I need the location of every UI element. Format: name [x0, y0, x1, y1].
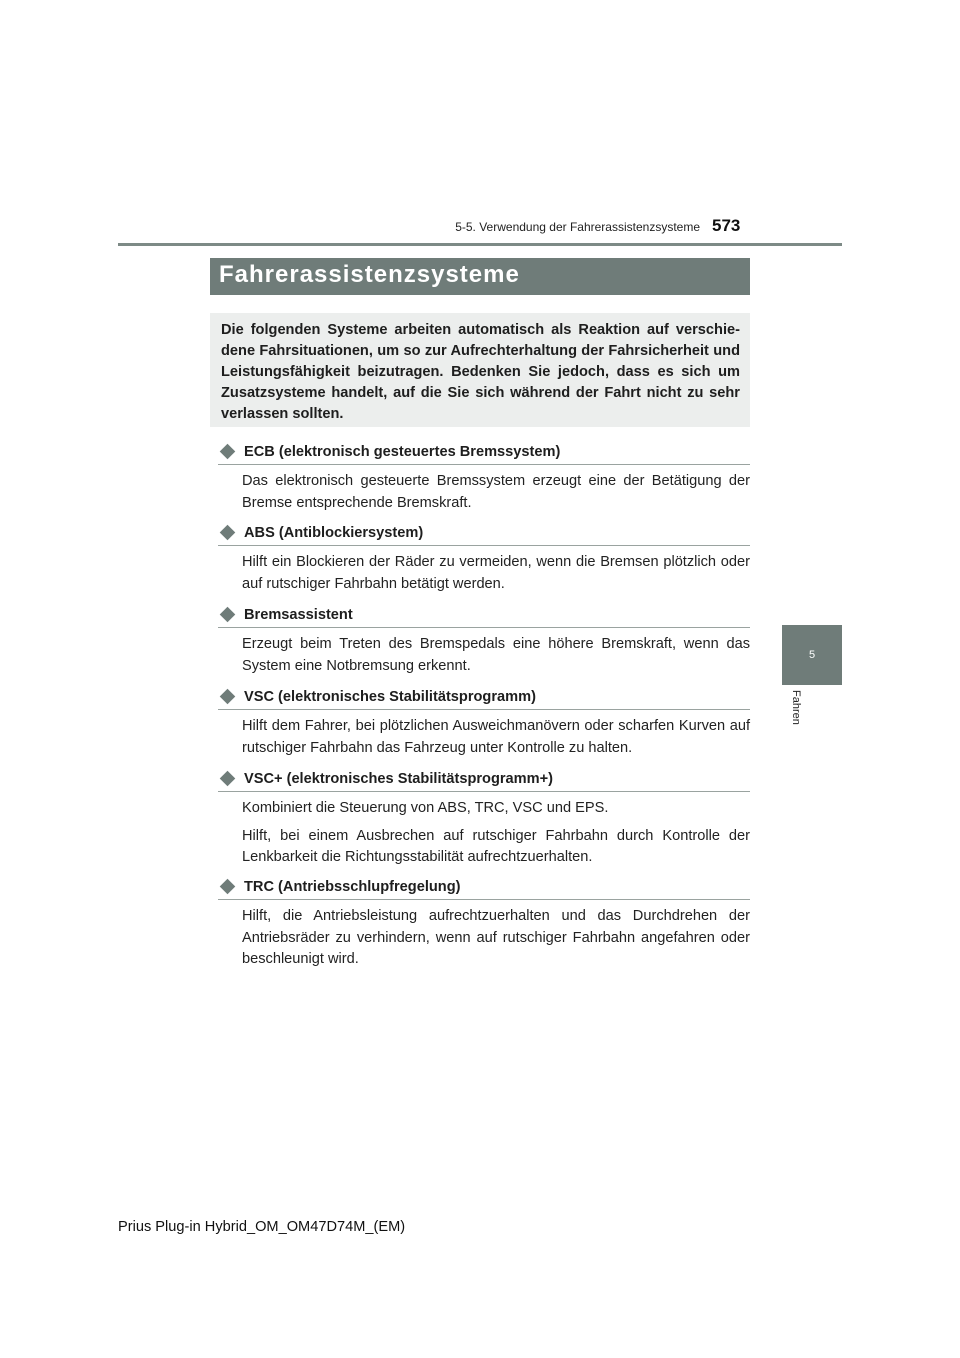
section-title: ECB (elektronisch gesteuertes Bremssystem) [244, 443, 561, 460]
section-paragraph: Hilft dem Fahrer, bei plötzlichen Ausweichmanövern oder scharfen Kurven auf rutschiger Fahrbahn das Fahrzeug unter Kontrolle zu halten. [242, 718, 750, 756]
diamond-bullet-icon [220, 771, 236, 787]
section-paragraph: Erzeugt beim Treten des Bremspedals eine höhere Bremskraft, wenn das System eine Notbremsung erkennt. [242, 636, 750, 674]
section-title: VSC+ (elektronisches Stabilitätsprogramm+) [244, 770, 553, 787]
section-vsc-plus [218, 768, 750, 875]
diamond-bullet-icon [220, 607, 236, 623]
section-title: VSC (elektronisches Stabilitätsprogramm) [244, 688, 536, 705]
section-title: TRC (Antriebsschlupfregelung) [244, 878, 461, 895]
chapter-label: Fahren [790, 690, 802, 725]
section-heading [218, 768, 750, 792]
intro-box: Die folgenden Systeme arbeiten automatisch als Reaktion auf verschie-dene Fahrsituationen, um so zur Aufrechterhaltung der Fahrsicherheit und Leistungsfähigkeit beizutragen. Bedenken Sie jedoch, dass es sich um Zusatzsysteme handelt, auf die Sie sich während der Fahrt nicht zu sehr verlassen sollten. [210, 313, 750, 427]
diamond-bullet-icon [220, 879, 236, 895]
chapter-number: 5 [808, 649, 816, 661]
section-ecb [218, 441, 750, 520]
diamond-bullet-icon [220, 525, 236, 541]
document-footer: Prius Plug-in Hybrid_OM_OM47D74M_(EM) [118, 1219, 406, 1235]
section-heading [218, 522, 750, 546]
diamond-bullet-icon [220, 689, 236, 705]
section-paragraph: Hilft, bei einem Ausbrechen auf rutschiger Fahrbahn durch Kontrolle der Lenkbarkeit die Richtungsstabilität aufrechtzuerhalten. [242, 827, 750, 865]
section-title: ABS (Antiblockiersystem) [244, 524, 424, 541]
page-number: 573 [712, 216, 741, 235]
section-heading [218, 441, 750, 465]
section-body [242, 552, 750, 595]
section-body [242, 716, 750, 759]
section-paragraph: Hilft ein Blockieren der Räder zu vermeiden, wenn die Bremsen plötzlich oder auf rutschiger Fahrbahn betätigt werden. [242, 554, 750, 592]
section-title: Bremsassistent [244, 606, 353, 623]
section-paragraph: Das elektronisch gesteuerte Bremssystem erzeugt eine der Betätigung der Bremse entsprechende Bremskraft. [242, 473, 750, 511]
section-body [242, 634, 750, 677]
section-heading [218, 876, 750, 900]
chapter-tab [782, 625, 842, 685]
section-body [242, 798, 750, 869]
section-body [242, 471, 750, 514]
page-title: Fahrerassistenzsysteme [210, 258, 750, 295]
section-abs [218, 522, 750, 601]
diamond-bullet-icon [220, 444, 236, 460]
section-body [242, 906, 750, 971]
section-vsc [218, 686, 750, 765]
section-heading [218, 686, 750, 710]
section-trc [218, 876, 750, 977]
running-header: 5-5. Verwendung der Fahrerassistenzsysteme [455, 220, 700, 234]
section-paragraph: Kombiniert die Steuerung von ABS, TRC, VSC und EPS. [242, 800, 609, 816]
header-divider [118, 243, 842, 246]
section-paragraph: Hilft, die Antriebsleistung aufrechtzuerhalten und das Durchdrehen der Antriebsräder zu verhindern, wenn auf rutschiger Fahrbahn angefahren oder beschleunigt wird. [242, 908, 750, 967]
section-heading [218, 604, 750, 628]
section-bremsassistent [218, 604, 750, 683]
